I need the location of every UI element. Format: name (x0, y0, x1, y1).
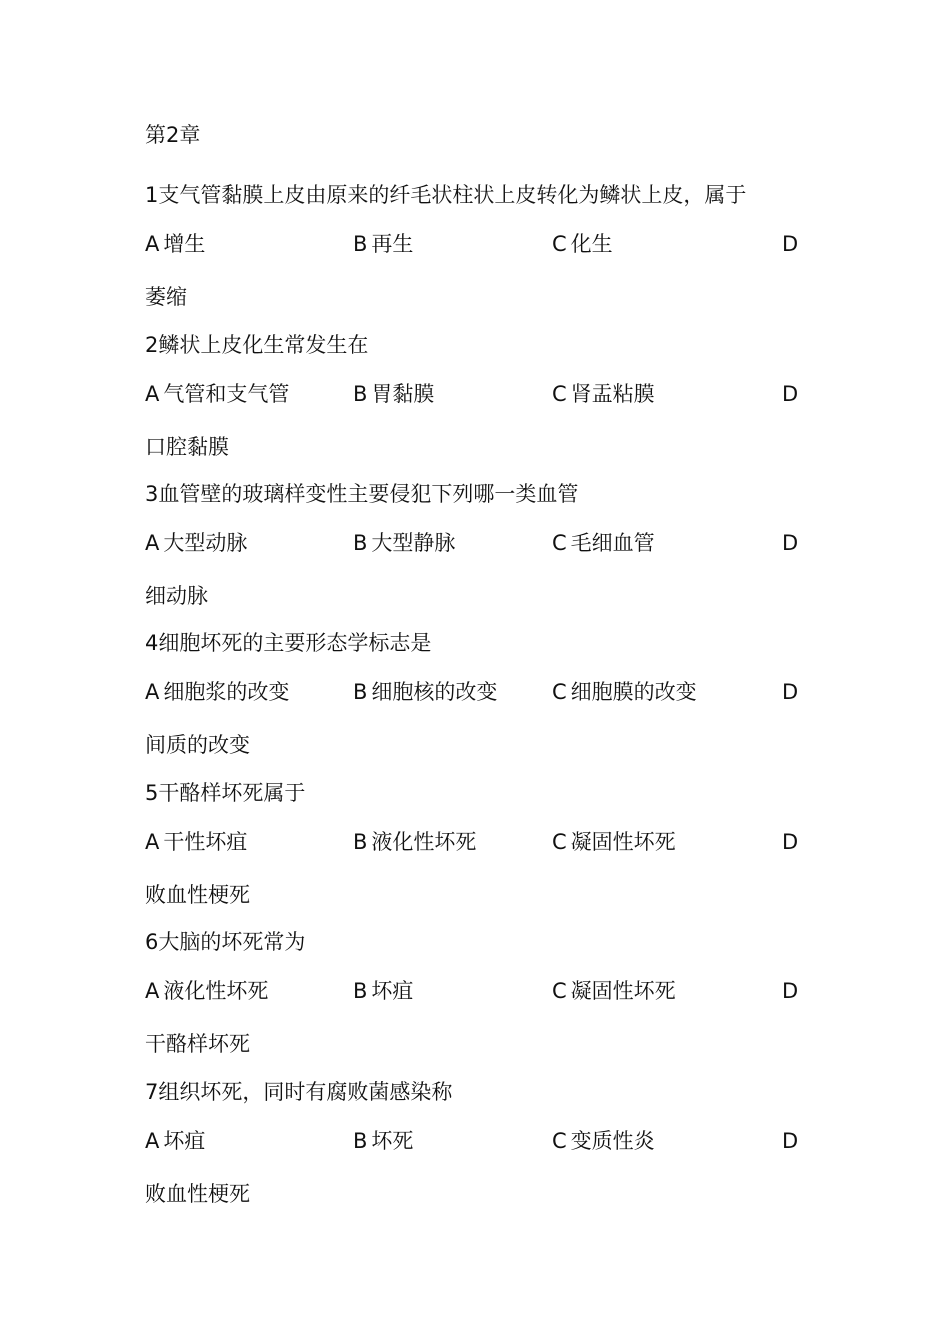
option-a (145, 677, 289, 707)
question-3 (0, 479, 950, 629)
option-d-letter: D (782, 531, 799, 555)
question-1 (0, 180, 950, 330)
option-text: 坏疽 (163, 1129, 206, 1153)
option-text: 坏死 (371, 1129, 414, 1153)
option-a (145, 528, 247, 558)
option-letter: C (552, 680, 567, 704)
option-letter: C (552, 979, 567, 1003)
option-d-text: 口腔黏膜 (145, 435, 229, 459)
question-stem: 1支气管黏膜上皮由原来的纤毛状柱状上皮转化为鳞状上皮，属于 (145, 183, 747, 207)
option-c (552, 827, 676, 857)
option-letter: A (145, 1129, 160, 1153)
option-letter: A (145, 979, 160, 1003)
option-a (145, 379, 289, 409)
question-4 (0, 628, 950, 778)
option-b (353, 229, 413, 259)
question-stem: 3血管壁的玻璃样变性主要侵犯下列哪一类血管 (145, 482, 579, 506)
option-text: 液化性坏死 (371, 830, 477, 854)
option-letter: C (552, 232, 567, 256)
option-text: 大型静脉 (371, 531, 456, 555)
option-text: 肾盂粘膜 (570, 382, 655, 406)
option-d-text: 细动脉 (145, 584, 208, 608)
option-letter: B (353, 531, 368, 555)
option-text: 凝固性坏死 (570, 979, 676, 1003)
option-a (145, 827, 247, 857)
question-stem: 7组织坏死，同时有腐败菌感染称 (145, 1080, 453, 1104)
option-letter: A (145, 382, 160, 406)
option-d-letter: D (782, 1129, 799, 1153)
option-a (145, 229, 205, 259)
option-d-text: 干酪样坏死 (145, 1032, 250, 1056)
option-text: 凝固性坏死 (570, 830, 676, 854)
option-letter: C (552, 382, 567, 406)
option-letter: B (353, 979, 368, 1003)
option-text: 细胞浆的改变 (163, 680, 290, 704)
option-text: 增生 (163, 232, 206, 256)
question-2 (0, 330, 950, 480)
option-letter: C (552, 830, 567, 854)
option-text: 变质性炎 (570, 1129, 655, 1153)
option-text: 干性坏疽 (163, 830, 248, 854)
option-text: 细胞膜的改变 (570, 680, 697, 704)
option-c (552, 229, 613, 259)
option-letter: B (353, 382, 368, 406)
option-letter: C (552, 531, 567, 555)
option-letter: B (353, 830, 368, 854)
question-6 (0, 927, 950, 1077)
option-letter: C (552, 1129, 567, 1153)
option-d-text: 败血性梗死 (145, 883, 250, 907)
option-letter: A (145, 232, 160, 256)
option-c (552, 677, 697, 707)
option-letter: A (145, 531, 160, 555)
option-letter: B (353, 680, 368, 704)
question-stem: 6大脑的坏死常为 (145, 930, 306, 954)
option-d-letter: D (782, 979, 799, 1003)
option-b (353, 827, 476, 857)
option-d-letter: D (782, 382, 799, 406)
option-a (145, 976, 268, 1006)
question-7 (0, 1077, 950, 1227)
option-text: 细胞核的改变 (371, 680, 498, 704)
option-text: 毛细血管 (570, 531, 655, 555)
option-b (353, 976, 413, 1006)
option-d-text: 间质的改变 (145, 733, 250, 757)
option-text: 化生 (570, 232, 613, 256)
option-d-letter: D (782, 680, 799, 704)
option-text: 胃黏膜 (371, 382, 435, 406)
option-b (353, 528, 455, 558)
option-d-letter: D (782, 830, 799, 854)
option-d-text: 败血性梗死 (145, 1182, 250, 1206)
option-text: 液化性坏死 (163, 979, 269, 1003)
option-c (552, 528, 655, 558)
question-stem: 2鳞状上皮化生常发生在 (145, 333, 369, 357)
option-d-text: 萎缩 (145, 285, 187, 309)
option-letter: B (353, 1129, 368, 1153)
option-d-letter: D (782, 232, 799, 256)
question-stem: 4细胞坏死的主要形态学标志是 (145, 631, 432, 655)
option-c (552, 976, 676, 1006)
option-letter: A (145, 830, 160, 854)
option-a (145, 1126, 205, 1156)
chapter-title: 第2章 (145, 123, 201, 147)
option-text: 再生 (371, 232, 414, 256)
option-text: 气管和支气管 (163, 382, 290, 406)
option-text: 大型动脉 (163, 531, 248, 555)
question-stem: 5干酪样坏死属于 (145, 781, 306, 805)
option-letter: A (145, 680, 160, 704)
option-c (552, 379, 655, 409)
option-b (353, 379, 434, 409)
option-b (353, 1126, 413, 1156)
option-b (353, 677, 497, 707)
question-5 (0, 778, 950, 928)
option-text: 坏疽 (371, 979, 414, 1003)
option-letter: B (353, 232, 368, 256)
option-c (552, 1126, 655, 1156)
